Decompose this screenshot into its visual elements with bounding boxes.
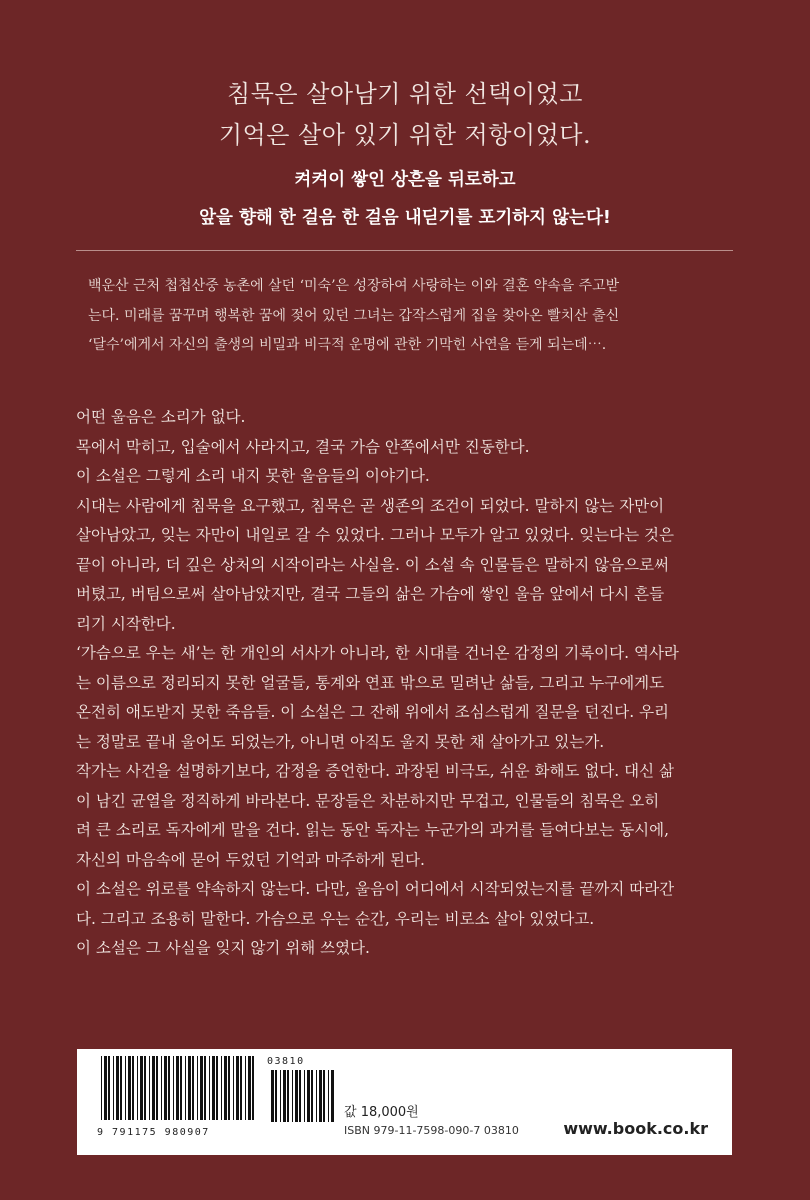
- barcode-bar: [168, 1056, 170, 1120]
- barcode-bar: [125, 1056, 126, 1120]
- addon-barcode-bars: [267, 1070, 337, 1130]
- isbn-barcode: [97, 1056, 342, 1146]
- barcode-bar: [311, 1070, 313, 1122]
- price: 값 18,000원: [344, 1105, 419, 1120]
- barcode-bar: [275, 1070, 277, 1122]
- barcode-bar: [164, 1056, 167, 1120]
- tagline-line-1: 침묵은 살아남기 위한 선택이었고: [227, 80, 583, 108]
- blurb-line: 는 이름으로 정리되지 못한 얼굴들, 통계와 연표 밖으로 밀려난 삶들, 그리고 누구에게도: [76, 673, 665, 692]
- barcode-bar: [304, 1070, 305, 1122]
- blurb-line: 자신의 마음속에 묻어 두었던 기억과 마주하게 된다.: [76, 850, 425, 869]
- divider: [76, 250, 733, 251]
- barcode-bar: [240, 1056, 242, 1120]
- blurb-line: ‘가슴으로 우는 새’는 한 개인의 서사가 아니라, 한 시대를 건너온 감정의 기록이다. 역사라: [76, 644, 679, 662]
- barcode-bar: [221, 1056, 222, 1120]
- barcode-bar: [283, 1070, 286, 1122]
- barcode-bar: [292, 1070, 293, 1122]
- tagline: [0, 74, 810, 156]
- blurb-line: 이 남긴 균열을 정직하게 바라본다. 문장들은 차분하지만 무겁고, 인물들의 침묵은 오히: [76, 791, 660, 810]
- barcode-bar: [323, 1070, 325, 1122]
- blurb-line: 버텼고, 버팀으로써 살아남았지만, 결국 그들의 삶은 가슴에 쌓인 울음 앞에서 다시 흔들: [76, 585, 665, 603]
- synopsis-line: 백운산 근처 첩첩산중 농촌에 살던 ‘미숙’은 성장하여 사랑하는 이와 결혼 약속을 주고받: [88, 278, 620, 294]
- barcode-bar: [307, 1070, 310, 1122]
- blurb-line: 려 큰 소리로 독자에게 말을 건다. 읽는 동안 독자는 누군가의 과거를 들여다보는 동시에,: [76, 821, 670, 839]
- barcode-bar: [204, 1056, 206, 1120]
- barcode-bar: [212, 1056, 215, 1120]
- headline: [0, 161, 810, 237]
- barcode-bar: [245, 1056, 246, 1120]
- barcode-bar: [271, 1070, 274, 1122]
- barcode-bar: [295, 1070, 298, 1122]
- barcode-bar: [132, 1056, 134, 1120]
- barcode-bar: [140, 1056, 143, 1120]
- blurb-line: 목에서 막히고, 입술에서 사라지고, 결국 가슴 안쪽에서만 진동한다.: [76, 437, 530, 456]
- barcode-bar: [236, 1056, 239, 1120]
- blurb-line: 이 소설은 그 사실을 잊지 않기 위해 쓰였다.: [76, 939, 370, 957]
- barcode-bar: [252, 1056, 254, 1120]
- barcode-bar: [192, 1056, 194, 1120]
- barcode-bar: [128, 1056, 131, 1120]
- barcode-bar: [299, 1070, 301, 1122]
- barcode-bar: [331, 1070, 334, 1122]
- blurb-line: 시대는 사람에게 침묵을 요구했고, 침묵은 곧 생존의 조건이 되었다. 말하지 않는 자만이: [76, 496, 665, 515]
- barcode-bar: [200, 1056, 203, 1120]
- barcode-bar: [173, 1056, 174, 1120]
- blurb-line: 끝이 아니라, 더 깊은 상처의 시작이라는 사실을. 이 소설 속 인물들은 말하지 않음으로써: [76, 555, 670, 574]
- barcode-bar: [197, 1056, 198, 1120]
- barcode-bar: [101, 1056, 102, 1120]
- barcode-bar: [224, 1056, 227, 1120]
- barcode-bar: [113, 1056, 114, 1120]
- barcode-bar: [176, 1056, 179, 1120]
- barcode-bar: [280, 1070, 281, 1122]
- blurb-body: [76, 403, 736, 964]
- blurb-line: 작가는 사건을 설명하기보다, 감정을 증언한다. 과장된 비극도, 쉬운 화해도 없다. 대신 삶: [76, 762, 674, 780]
- blurb-line: 다. 그리고 조용히 말한다. 가슴으로 우는 순간, 우리는 비로소 살아 있었다고.: [76, 909, 595, 928]
- barcode-bar: [116, 1056, 119, 1120]
- barcode-bar: [188, 1056, 191, 1120]
- blurb-line: 이 소설은 위로를 약속하지 않는다. 다만, 울음이 어디에서 시작되었는지를 끝까지 따라간: [76, 880, 675, 898]
- barcode-bar: [233, 1056, 234, 1120]
- barcode-bar: [216, 1056, 218, 1120]
- tagline-line-2: 기억은 살아 있기 위한 저항이었다.: [218, 121, 592, 149]
- barcode-bar: [287, 1070, 289, 1122]
- synopsis-line: ‘달수’에게서 자신의 출생의 비밀과 비극적 운명에 관한 기막힌 사연을 듣게 되는데⋯.: [88, 337, 607, 353]
- blurb-line: 는 정말로 끝내 울어도 되었는가, 아니면 아직도 울지 못한 채 살아가고 있는가.: [76, 732, 605, 751]
- barcode-bar: [185, 1056, 186, 1120]
- barcode-bar: [104, 1056, 107, 1120]
- synopsis-line: 는다. 미래를 꿈꾸며 행복한 꿈에 젖어 있던 그녀는 갑작스럽게 집을 찾아온 빨치산 출신: [88, 307, 620, 324]
- headline-line-1: 켜켜이 쌓인 상흔을 뒤로하고: [294, 170, 516, 190]
- barcode-bar: [149, 1056, 150, 1120]
- barcode-bar: [328, 1070, 329, 1122]
- blurb-line: 어떤 울음은 소리가 없다.: [76, 408, 246, 426]
- barcode-digits: 9 791175 980907: [97, 1127, 210, 1138]
- barcode-bar: [137, 1056, 138, 1120]
- barcode-bar: [161, 1056, 162, 1120]
- barcode-bar: [120, 1056, 122, 1120]
- barcode-bar: [248, 1056, 251, 1120]
- publisher-url: www.book.co.kr: [563, 1119, 708, 1138]
- barcode-bars: [97, 1056, 257, 1126]
- blurb-line: 리기 시작한다.: [76, 614, 176, 633]
- barcode-bar: [156, 1056, 158, 1120]
- blurb-line: 이 소설은 그렇게 소리 내지 못한 울음들의 이야기다.: [76, 467, 430, 485]
- barcode-bar: [228, 1056, 230, 1120]
- synopsis: [88, 272, 728, 361]
- addon-digits: 03810: [267, 1056, 305, 1067]
- blurb-line: 살아남았고, 잊는 자만이 내일로 갈 수 있었다. 그러나 모두가 알고 있었다. 잊는다는 것은: [76, 526, 674, 544]
- barcode-bar: [108, 1056, 110, 1120]
- headline-line-2: 앞을 향해 한 걸음 한 걸음 내딛기를 포기하지 않는다!: [199, 208, 611, 228]
- blurb-line: 온전히 애도받지 못한 죽음들. 이 소설은 그 잔해 위에서 조심스럽게 질문을 던진다. 우리: [76, 703, 670, 721]
- barcode-bar: [316, 1070, 317, 1122]
- barcode-bar: [152, 1056, 155, 1120]
- barcode-bar: [180, 1056, 182, 1120]
- barcode-bar: [319, 1070, 322, 1122]
- barcode-panel: [77, 1049, 732, 1155]
- barcode-bar: [209, 1056, 210, 1120]
- isbn-number: ISBN 979-11-7598-090-7 03810: [344, 1124, 519, 1137]
- barcode-bar: [144, 1056, 146, 1120]
